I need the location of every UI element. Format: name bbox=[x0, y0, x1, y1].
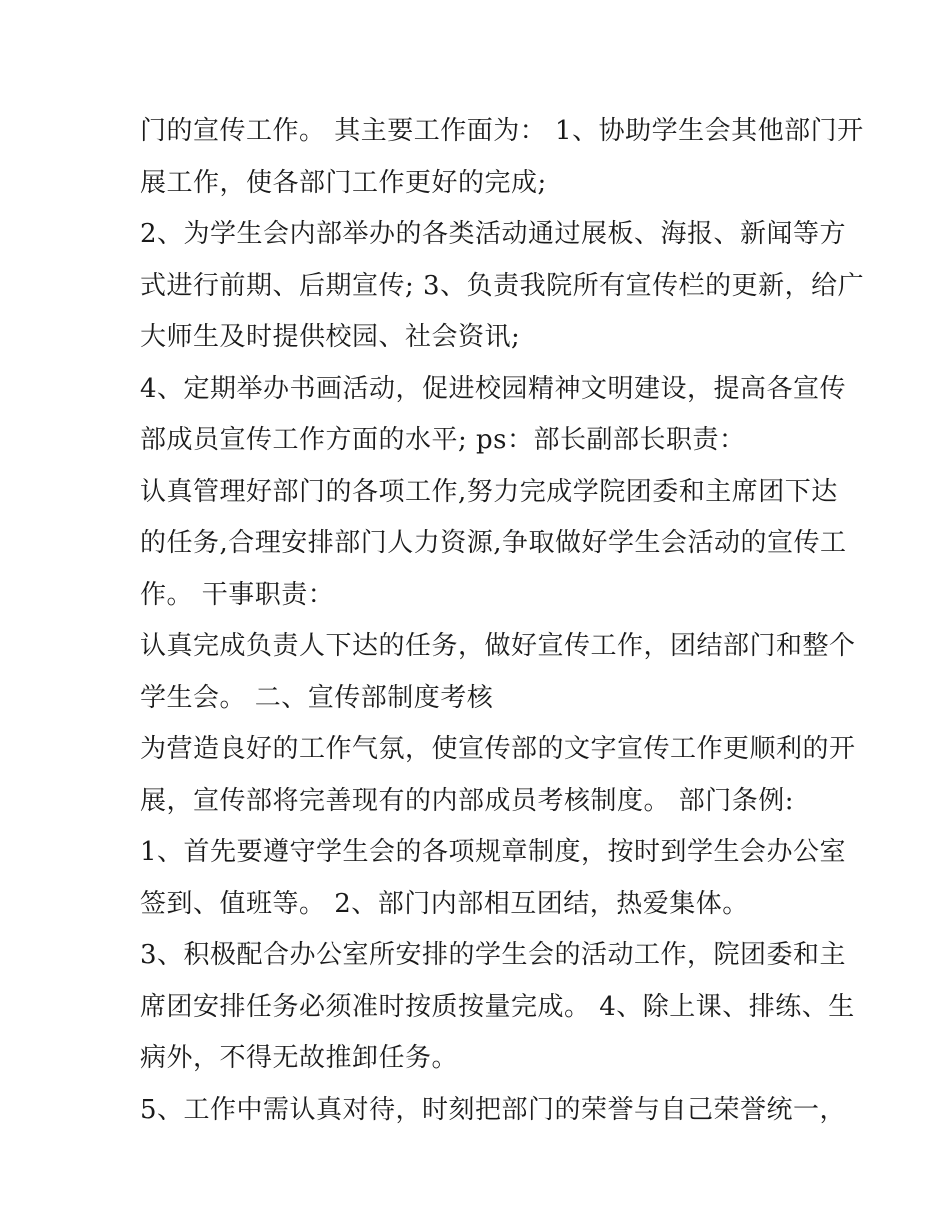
text-line: 5、工作中需认真对待，时刻把部门的荣誉与自己荣誉统一， bbox=[140, 1094, 847, 1125]
text-line: 展，宣传部将完善现有的内部成员考核制度。 部门条例: bbox=[140, 785, 795, 816]
text-line: 为营造良好的工作气氛，使宣传部的文字宣传工作更顺利的开 bbox=[140, 734, 856, 764]
text-line: 1、首先要遵守学生会的各项规章制度，按时到学生会办公室 bbox=[140, 837, 847, 867]
text-line: 的任务,合理安排部门人力资源,争取做好学生会活动的宣传工 bbox=[140, 528, 847, 558]
text-line: 认真完成负责人下达的任务，做好宣传工作，团结部门和整个 bbox=[140, 631, 856, 661]
text-line: 展工作，使各部门工作更好的完成; bbox=[140, 167, 547, 198]
text-line: 4、定期举办书画活动，促进校园精神文明建设，提高各宣传 bbox=[140, 373, 847, 404]
text-line: 3、积极配合办公室所安排的学生会的活动工作，院团委和主 bbox=[140, 940, 847, 970]
text-line: 大师生及时提供校园、社会资讯; bbox=[140, 322, 521, 352]
text-line: 部成员宣传工作方面的水平; ps：部长副部长职责： bbox=[140, 425, 746, 455]
text-line: 作。 干事职责： bbox=[140, 579, 335, 610]
text-line: 式进行前期、后期宣传; 3、负责我院所有宣传栏的更新，给广 bbox=[140, 270, 865, 301]
text-line: 病外，不得无故推卸任务。 bbox=[140, 1043, 459, 1073]
text-line: 签到、值班等。 2、部门内部相互团结，热爱集体。 bbox=[140, 888, 749, 919]
text-line: 席团安排任务必须准时按质按量完成。 4、除上课、排练、生 bbox=[140, 991, 855, 1022]
text-line: 学生会。 二、宣传部制度考核 bbox=[140, 682, 494, 713]
text-line: 认真管理好部门的各项工作,努力完成学院团委和主席团下达 bbox=[140, 476, 838, 507]
text-line: 2、为学生会内部举办的各类活动通过展板、海报、新闻等方 bbox=[140, 219, 847, 249]
document-body bbox=[140, 106, 865, 1136]
text-line: 门的宣传工作。 其主要工作面为： 1、协助学生会其他部门开 bbox=[140, 116, 864, 146]
